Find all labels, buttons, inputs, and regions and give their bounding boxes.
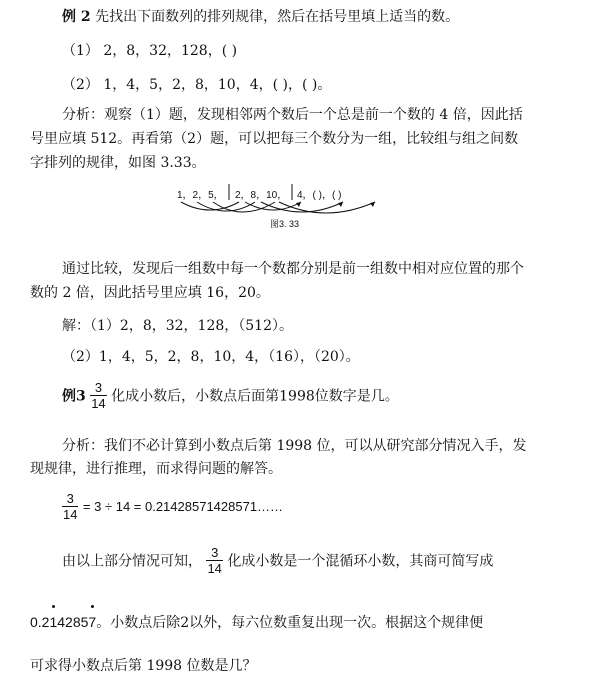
fraction-denominator: 14 xyxy=(91,396,106,411)
equation-line xyxy=(62,491,283,522)
comparison-line-1: 通过比较，发现后一组数中每一个数都分别是前一组数中相对应位置的那个 xyxy=(62,261,524,277)
fraction-3-14 xyxy=(90,380,106,411)
example2-heading: 例 2 xyxy=(62,9,91,25)
figure-3-33 xyxy=(175,180,400,230)
repeating-decimal xyxy=(30,614,96,630)
example3-question: 化成小数后，小数点后面第1998位数字是几。 xyxy=(111,388,399,405)
equation-fraction-numerator: 3 xyxy=(62,491,78,507)
figure-group-2: 2，8，10， xyxy=(235,190,288,201)
example2-question-2: （2） 1，4，5，2，8，10，4，( )，( )。 xyxy=(62,77,332,93)
equation-fraction-denominator: 14 xyxy=(63,507,78,522)
repeat-start-digit xyxy=(49,614,57,630)
equation-rest: = 3 ÷ 14 = 0.21428571428571…… xyxy=(82,499,284,514)
comparison-line-2: 数的 2 倍，因此括号里应填 16，20。 xyxy=(30,285,270,301)
fraction-numerator: 3 xyxy=(90,380,106,396)
repeat-start-value: 1 xyxy=(49,614,58,630)
solution-line-1: 解：（1）2，8，32，128，（512）。 xyxy=(62,318,293,334)
equation-fraction xyxy=(62,491,78,522)
repeat-end-digit xyxy=(88,614,96,630)
decimal-lead: 0.2 xyxy=(30,614,50,630)
example3-heading: 例3 xyxy=(62,388,86,405)
example2-prompt: 先找出下面数列的排列规律，然后在括号里填上适当的数。 xyxy=(95,9,460,25)
figure-group-1: 1，2，5， xyxy=(177,190,224,201)
example3-title-line xyxy=(62,380,399,411)
figure-group-3: 4，( )，( ) xyxy=(297,190,342,201)
example3-analysis-line-1: 分析：我们不必计算到小数点后第 1998 位，可以从研究部分情况入手，发 xyxy=(62,438,527,454)
conclusion-line: 可求得小数点后第 1998 位数是几？ xyxy=(30,658,257,674)
partial-prefix: 由以上部分情况可知， xyxy=(62,553,202,570)
partial-fraction xyxy=(206,545,222,576)
repeat-note: 。小数点后除2以外，每六位数重复出现一次。根据这个规律便 xyxy=(96,615,484,631)
solution-line-2: （2）1，4，5，2，8，10，4，（16），（20）。 xyxy=(62,349,360,365)
example2-question-1: （1） 2，8，32，128，( ) xyxy=(62,43,238,59)
partial-fraction-denominator: 14 xyxy=(207,561,222,576)
example2-title-line xyxy=(62,6,459,26)
example3-analysis-line-2: 现规律，进行推理，而求得问题的解答。 xyxy=(30,461,282,477)
decimal-middle: 4285 xyxy=(57,614,89,630)
repeat-end-value: 7 xyxy=(88,614,97,630)
example2-analysis-line-2: 号里应填 512。再看第（2）题，可以把每三个数分为一组，比较组与组之间数 xyxy=(30,131,519,147)
example2-analysis-line-3: 字排列的规律，如图 3.33。 xyxy=(30,155,206,171)
repeat-dot-start xyxy=(52,605,55,608)
repeat-dot-end xyxy=(91,605,94,608)
repeating-decimal-line xyxy=(30,612,483,632)
partial-suffix: 化成小数是一个混循环小数，其商可简写成 xyxy=(227,553,494,570)
example2-analysis-line-1: 分析：观察（1）题，发现相邻两个数后一个总是前一个数的 4 倍，因此括 xyxy=(62,107,523,123)
partial-line xyxy=(62,545,493,576)
partial-fraction-numerator: 3 xyxy=(206,545,222,561)
figure-caption: 图3. 33 xyxy=(270,219,300,229)
